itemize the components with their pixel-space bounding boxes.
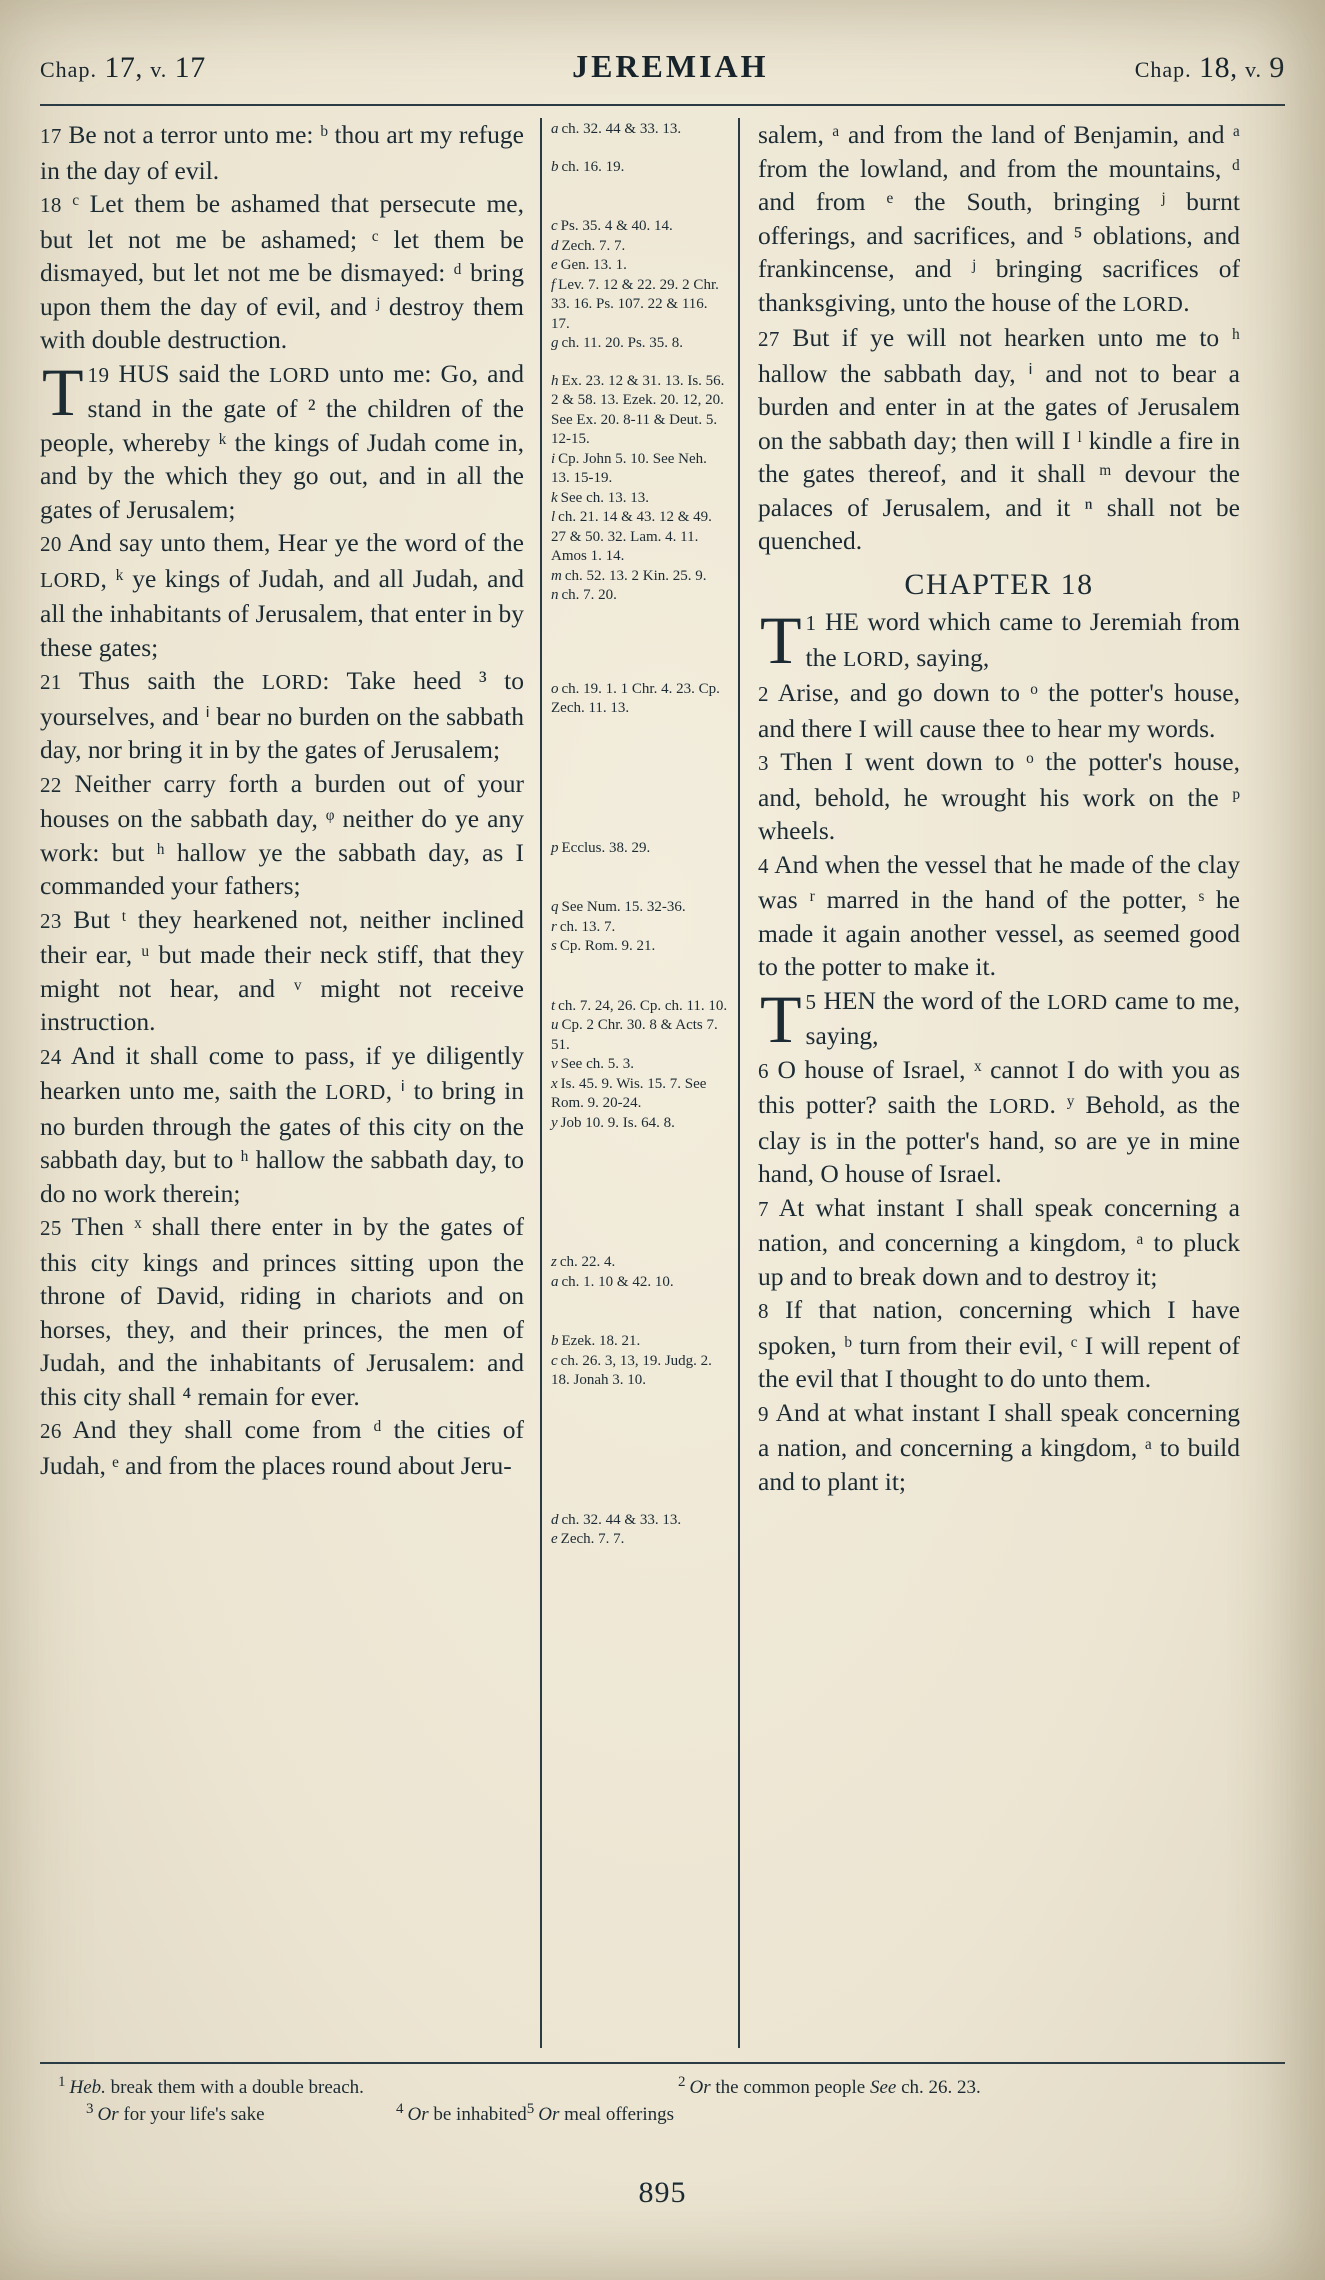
note-text: Ezek. 18. 21. (561, 1333, 641, 1349)
note-text: ch. 1. 10 & 42. 10. (561, 1273, 674, 1290)
note-marker: r (551, 918, 557, 935)
cross-reference-note (551, 1055, 729, 1075)
verse-paragraph: 7 At what instant I shall speak concerning a nation, and concerning a kingdom, ᵃ to pluck up and to break down and to destroy it; (758, 1192, 1240, 1291)
notes-spacer (551, 177, 729, 217)
cross-reference-note (551, 372, 729, 450)
cross-reference-note (551, 276, 729, 335)
left-text-column (40, 118, 540, 2048)
note-text: ch. 19. 1. 1 Chr. 4. 23. Cp. Zech. 11. 13. (551, 680, 720, 716)
note-text: ch. 26. 3, 13, 19. Judg. 2. 18. Jonah 3. 10. (551, 1352, 712, 1388)
cross-reference-note (551, 158, 729, 178)
cross-reference-note (551, 237, 729, 257)
note-text: ch. 32. 44 & 33. 13. (561, 1511, 682, 1528)
verse-number: 22 (40, 772, 62, 797)
footnote-marker: 1 (58, 2073, 66, 2090)
verse-paragraph: 25 Then ˣ shall there enter in by the gates of this city kings and princes sitting upon the throne of David, riding in chariots and on horses, they, and their princes, the men of Judah, and the inhabitants of Jerusalem: and this city shall ⁴ remain for ever. (40, 1212, 524, 1411)
verse-number: 2 (758, 682, 769, 706)
footnote-qualifier: Or (407, 2104, 429, 2125)
footnote-text: the common people (715, 2077, 866, 2098)
verse-number-right: 9 (1269, 51, 1285, 84)
chapter-label-right: Chap. (1134, 57, 1192, 82)
running-head-left: Chap. 17, v. 17 (40, 51, 206, 84)
verse-paragraph: 6 O house of Israel, ˣ cannot I do with you as this potter? saith the LORD. ʸ Behold, as the clay is in the potter's hand, so are ye in mine hand, O house of Israel. (758, 1054, 1240, 1188)
note-text: ch. 21. 14 & 43. 12 & 49. 27 & 50. 32. Lam. 4. 11. Amos 1. 14. (551, 509, 712, 564)
footnote (58, 2074, 678, 2101)
cross-reference-note (551, 567, 729, 587)
footnote-marker: 5 (526, 2100, 535, 2117)
chapter-number-left: 17 (104, 51, 136, 84)
verse-number: 17 (40, 124, 62, 148)
cross-reference-note (551, 217, 729, 237)
note-marker: z (551, 1254, 557, 1270)
note-text: Lev. 7. 12 & 22. 29. 2 Chr. 33. 16. Ps. 107. 22 & 116. 17. (551, 276, 719, 332)
note-marker: a (551, 1273, 559, 1290)
cross-reference-note (551, 256, 729, 276)
note-text: ch. 7. 20. (561, 587, 617, 603)
note-text: ch. 16. 19. (561, 158, 625, 175)
cross-reference-note (551, 839, 729, 859)
notes-spacer (551, 606, 729, 680)
running-head (40, 48, 1285, 94)
note-text: Ecclus. 38. 29. (561, 839, 651, 856)
verse-number: 26 (40, 1419, 62, 1443)
cross-reference-note (551, 1273, 729, 1293)
note-marker: d (551, 237, 559, 254)
note-text: Cp. 2 Chr. 30. 8 & Acts 7. 51. (551, 1017, 718, 1053)
verse-number: 20 (40, 532, 62, 556)
cross-reference-note (551, 1332, 729, 1352)
notes-spacer (551, 140, 729, 158)
footnote-see: See (869, 2077, 897, 2098)
chapter-label-left: Chap. (40, 57, 97, 82)
note-marker: x (551, 1075, 558, 1092)
verse-paragraph: 27 But if ye will not hearken unto me to ʰ hallow the sabbath day, ⁱ and not to bear a burden and enter in at the gates of Jerusalem on the sabbath day; then will I ˡ kindle a fire in the gates thereof, and it shall ᵐ devour the palaces of Jerusalem, and it ⁿ shall not be quenched. (758, 323, 1240, 555)
verse-number: 7 (758, 1196, 769, 1221)
note-text: Zech. 7. 7. (561, 237, 626, 254)
notes-spacer (551, 719, 729, 839)
note-marker: u (551, 1017, 559, 1033)
note-marker: q (551, 899, 559, 915)
verse-number: 21 (40, 670, 62, 694)
cross-reference-note (551, 1016, 729, 1055)
footnote (678, 2074, 981, 2101)
note-marker: f (551, 276, 556, 293)
cross-reference-note (551, 1511, 729, 1531)
verse-number: 23 (40, 908, 62, 933)
verse-number: 25 (40, 1216, 62, 1240)
running-head-right: Chap. 18, v. 9 (1134, 51, 1285, 84)
note-marker: i (551, 450, 556, 467)
verse-number: 3 (758, 751, 769, 775)
cross-reference-note (551, 586, 729, 606)
footnote (396, 2101, 527, 2128)
note-text: Zech. 7. 7. (560, 1531, 625, 1547)
footnote-text: meal offerings (564, 2104, 675, 2125)
note-marker: g (551, 335, 559, 351)
note-marker: m (551, 567, 562, 584)
verse-paragraph: 2 Arise, and go down to ᵒ the potter's house, and there I will cause thee to hear my words. (758, 678, 1240, 743)
verse-paragraph: 24 And it shall come to pass, if ye diligently hearken unto me, saith the LORD, ⁱ to bring in no burden through the gates of this city on the sabbath day, but to ʰ hallow the sabbath day, to do no work therein; (40, 1040, 524, 1208)
drop-cap: T (760, 602, 802, 678)
notes-spacer (551, 957, 729, 997)
verse-number: 8 (758, 1299, 769, 1323)
verse-label-left: v. (150, 57, 168, 82)
note-text: Is. 45. 9. Wis. 15. 7. See Rom. 9. 20-24. (551, 1075, 707, 1111)
notes-spacer (551, 354, 729, 372)
verse-paragraph: 17 Be not a terror unto me: ᵇ thou art my refuge in the day of evil. (40, 120, 524, 185)
chapter-heading: CHAPTER 18 (904, 567, 1094, 601)
note-marker: b (551, 158, 559, 175)
verse-paragraph: 22 Neither carry forth a burden out of your houses on the sabbath day, ᵠ neither do ye any work: but ʰ hallow ye the sabbath day, as I commanded your fathers; (40, 768, 524, 900)
verse-number: 19 (87, 362, 110, 387)
note-marker: c (551, 1352, 558, 1369)
footnote-qualifier: Heb. (69, 2077, 106, 2098)
note-marker: a (551, 121, 559, 137)
book-title: JEREMIAH (572, 48, 769, 84)
footnote-text: for your life's sake (123, 2104, 265, 2125)
note-text: Ps. 35. 4 & 40. 14. (560, 218, 673, 234)
verse-paragraph: 18 ᶜ Let them be ashamed that persecute me, but let not me be ashamed; ᶜ let them be dismayed, but let not me be dismayed: ᵈ bring upon them the day of evil, and ʲ destroy them with double destruction. (40, 189, 524, 354)
verse-paragraph: 3 Then I went down to ᵒ the potter's house, and, behold, he wrought his work on the ᵖ wheels. (758, 747, 1240, 845)
note-text: See ch. 5. 3. (560, 1056, 634, 1072)
note-marker: k (551, 489, 558, 506)
verse-number: 18 (40, 193, 62, 217)
note-marker: e (551, 1531, 558, 1547)
footnotes-area (58, 2074, 1268, 2128)
verse-paragraph: 20 And say unto them, Hear ye the word of the LORD, ᵏ ye kings of Judah, and all Judah, and all the inhabitants of Jerusalem, that enter in by these gates; (40, 528, 524, 662)
verse-paragraph: 23 But ᵗ they hearkened not, neither inclined their ear, ᵘ but made their neck stiff, that they might not hear, and ᵛ might not receive instruction. (40, 904, 524, 1036)
verse-paragraph: 4 And when the vessel that he made of the clay was ʳ marred in the hand of the potter, ˢ he made it again another vessel, as seemed good to the potter to make it. (758, 849, 1240, 981)
right-text-column (740, 118, 1240, 2048)
note-marker: n (551, 587, 559, 603)
cross-reference-column (540, 118, 740, 2048)
note-marker: p (551, 839, 559, 856)
note-text: Job 10. 9. Is. 64. 8. (560, 1114, 675, 1131)
drop-cap: T (42, 353, 84, 430)
verse-number: 24 (40, 1044, 62, 1069)
verse-number: 1 (805, 611, 817, 635)
cross-reference-note (551, 1075, 729, 1114)
cross-reference-note (551, 334, 729, 354)
note-marker: d (551, 1511, 559, 1528)
note-text: ch. 32. 44 & 33. 13. (561, 121, 682, 137)
footnote (527, 2101, 674, 2128)
cross-reference-note (551, 1352, 729, 1391)
verse-paragraph: 1 T HE word which came to Jeremiah from the LORD, saying, (760, 602, 1240, 678)
notes-spacer (551, 1292, 729, 1332)
note-text: ch. 7. 24, 26. Cp. ch. 11. 10. (558, 997, 728, 1014)
verse-number: 6 (758, 1058, 769, 1083)
page-body (40, 118, 1285, 2048)
verse-paragraph: 19 T HUS said the LORD unto me: Go, and stand in the gate of ² the children of the people, whereby ᵏ the kings of Judah come in, and by the which they go out, and in all the gates of Jerusalem; (40, 353, 525, 524)
footnote-marker: 2 (678, 2073, 686, 2090)
verse-label-right: v. (1244, 57, 1263, 82)
cross-reference-note (551, 997, 729, 1017)
note-marker: c (551, 218, 558, 234)
footnote (86, 2101, 396, 2128)
footnote-qualifier: Or (538, 2104, 560, 2125)
header-rule (40, 104, 1285, 106)
cross-reference-note (551, 1530, 729, 1550)
verse-number: 9 (758, 1401, 769, 1426)
footnote-marker: 4 (396, 2100, 404, 2117)
footer-rule (40, 2062, 1285, 2064)
footnote-tail: ch. 26. 23. (901, 2077, 981, 2098)
footnote-text: break them with a double breach. (110, 2077, 364, 2098)
page-number: 895 (638, 2176, 687, 2209)
notes-spacer (551, 858, 729, 898)
footnote-marker: 3 (86, 2100, 94, 2117)
note-marker: s (551, 938, 557, 954)
note-text: Ex. 23. 12 & 31. 13. Is. 56. 2 & 58. 13. Ezek. 20. 12, 20. See Ex. 20. 8-11 & Deut. 5. 12-15. (551, 372, 725, 447)
note-marker: b (551, 1333, 559, 1349)
drop-cap: T (760, 980, 802, 1057)
note-text: ch. 13. 7. (559, 918, 616, 935)
verse-paragraph: 5 T HEN the word of the LORD came to me, saying, (760, 980, 1241, 1057)
footnote-row (58, 2101, 1268, 2128)
note-marker: e (551, 257, 558, 273)
note-text: See ch. 13. 13. (560, 489, 649, 506)
cross-reference-note (551, 1114, 729, 1134)
cross-reference-note (551, 450, 729, 489)
note-marker: o (551, 680, 559, 697)
verse-number: 4 (758, 853, 769, 878)
note-marker: y (551, 1114, 558, 1131)
verse-number: 27 (758, 327, 780, 351)
footnote-qualifier: Or (689, 2077, 711, 2098)
chapter-number-right: 18 (1199, 51, 1231, 84)
note-text: ch. 22. 4. (559, 1254, 616, 1270)
cross-reference-note (551, 120, 729, 140)
cross-reference-note (551, 508, 729, 567)
notes-spacer (551, 1133, 729, 1253)
note-marker: l (551, 509, 556, 525)
note-marker: h (551, 372, 559, 389)
cross-reference-note (551, 918, 729, 938)
cross-reference-note (551, 898, 729, 918)
note-text: See Num. 15. 32-36. (561, 899, 686, 915)
verse-paragraph: 21 Thus saith the LORD: Take heed ³ to yourselves, and ⁱ bear no burden on the sabbath day, nor bring it in by the gates of Jerusalem; (40, 666, 524, 764)
cross-reference-note (551, 680, 729, 719)
verse-paragraph: salem, ᵃ and from the land of Benjamin, and ᵃ from the lowland, and from the mountains, ᵈ and from ᵉ the South, bringing ʲ burnt offerings, and sacrifices, and ⁵ oblations, and frankincense, and ʲ bringing sacrifices of thanksgiving, unto the house of the LORD. (758, 120, 1240, 317)
note-text: Cp. Rom. 9. 21. (559, 938, 656, 954)
note-marker: t (551, 997, 556, 1014)
footnote-row (58, 2074, 1268, 2101)
note-text: Gen. 13. 1. (560, 257, 627, 273)
verse-number: 5 (805, 989, 817, 1014)
note-text: ch. 52. 13. 2 Kin. 25. 9. (564, 567, 707, 584)
note-text: ch. 11. 20. Ps. 35. 8. (561, 335, 684, 351)
cross-reference-note (551, 1253, 729, 1273)
footnote-qualifier: Or (97, 2104, 119, 2125)
cross-reference-note (551, 937, 729, 957)
footnote-text: be inhabited (433, 2104, 527, 2125)
notes-spacer (551, 1391, 729, 1511)
note-marker: v (551, 1056, 558, 1072)
verse-paragraph: 26 And they shall come from ᵈ the cities of Judah, ᵉ and from the places round about Jeru- (40, 1415, 524, 1480)
verse-number-left: 17 (174, 51, 206, 84)
cross-reference-note (551, 489, 729, 509)
verse-paragraph: 8 If that nation, concerning which I have spoken, ᵇ turn from their evil, ᶜ I will repent of the evil that I thought to do unto them. (758, 1295, 1240, 1393)
verse-paragraph: 9 And at what instant I shall speak concerning a nation, and concerning a kingdom, ᵃ to build and to plant it; (758, 1397, 1240, 1496)
note-text: Cp. John 5. 10. See Neh. 13. 15-19. (551, 450, 707, 486)
